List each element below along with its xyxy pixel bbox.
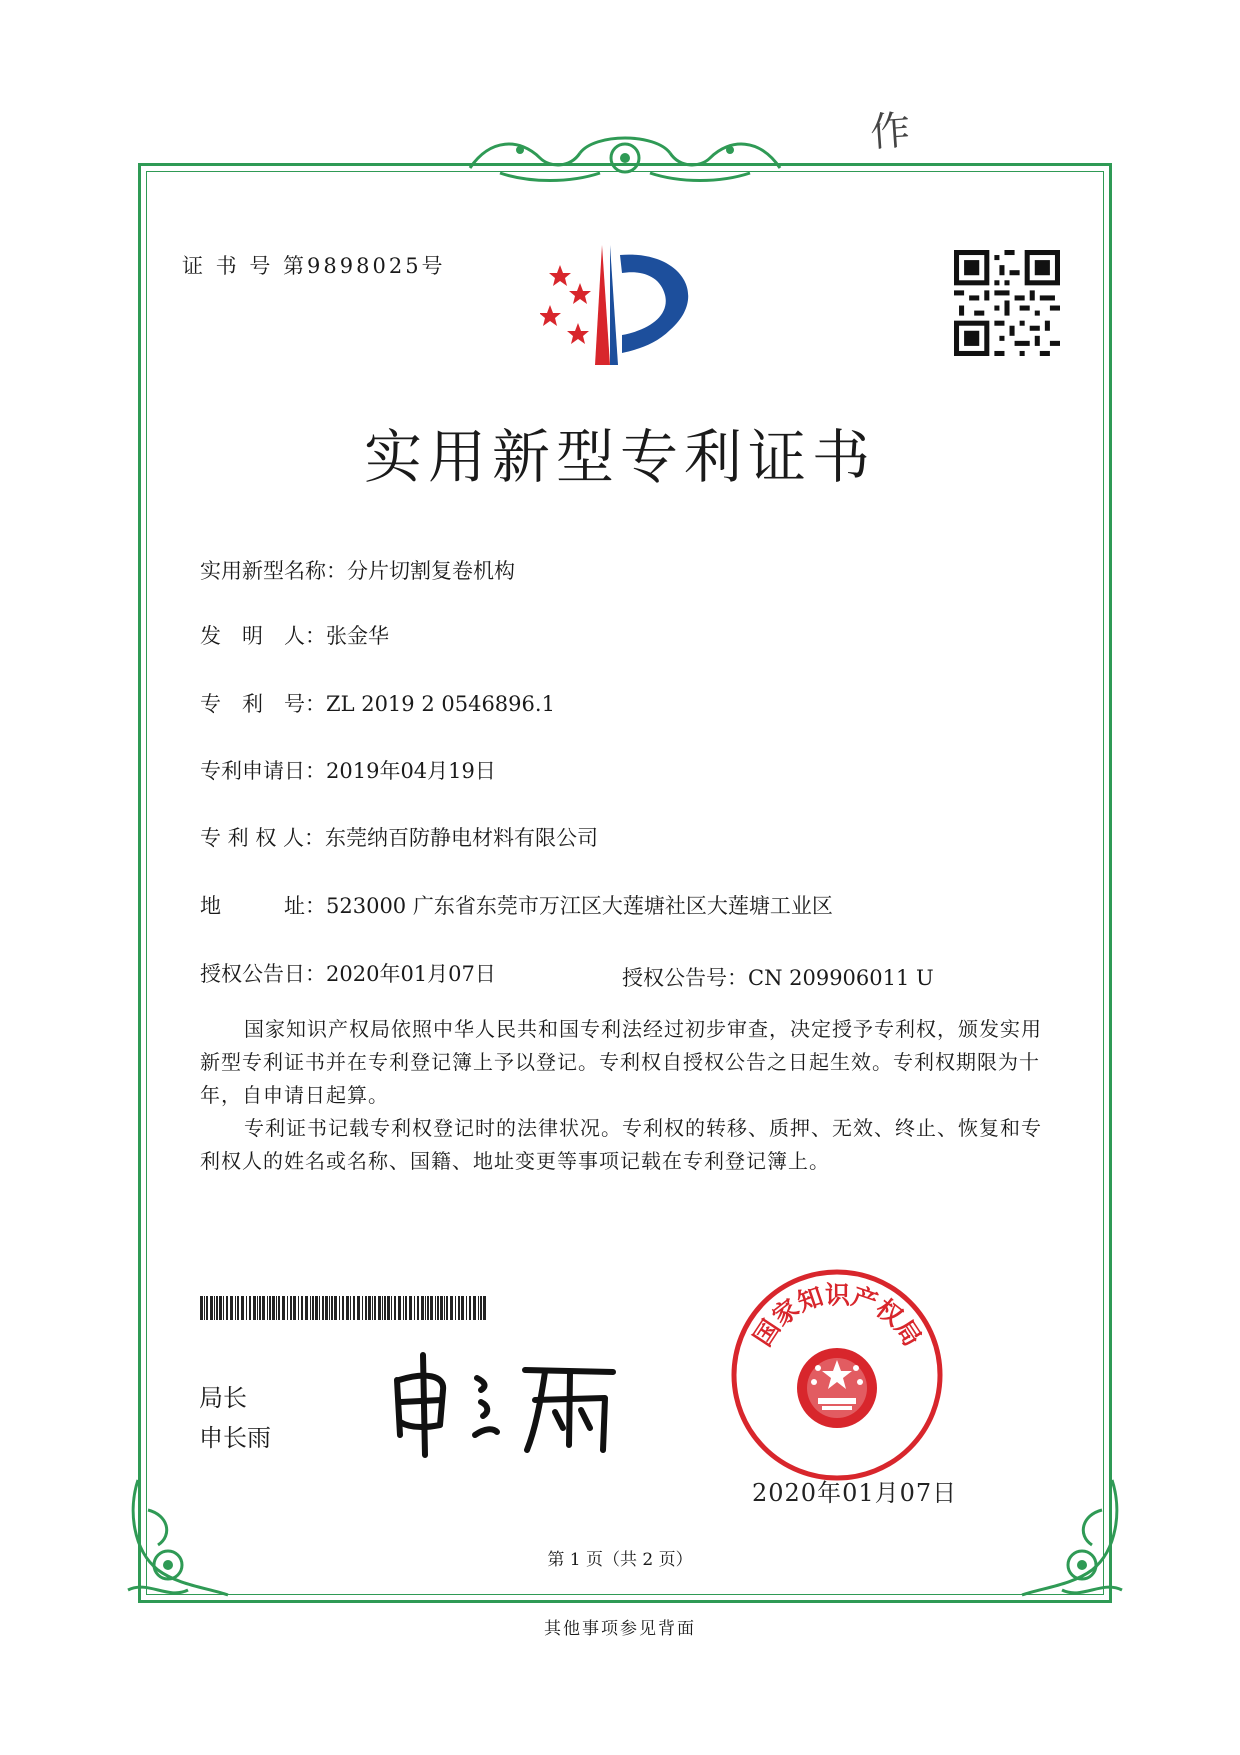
handwritten-mark: 作 — [868, 107, 908, 157]
utility-model-name-value: 分片切割复卷机构 — [347, 559, 515, 583]
certificate-title: 实用新型专利证书 — [363, 423, 876, 491]
grant-date-row — [200, 958, 496, 988]
patentee-label: 专 利 权 人： — [200, 826, 326, 850]
patentee-row — [200, 822, 598, 852]
inventor-label: 发 明 人： — [200, 624, 326, 648]
statement-paragraph-1: 国家知识产权局依照中华人民共和国专利法经过初步审查，决定授予专利权，颁发实用新型专利证书并在专利登记簿上予以登记。专利权自授权公告之日起生效。专利权期限为十年，自申请日起算。 — [200, 1017, 1042, 1107]
filing-date-row — [200, 755, 496, 785]
corner-ornament-left-icon — [118, 1470, 238, 1610]
director-name: 申长雨 — [199, 1424, 271, 1452]
grant-number-value: CN 209906011 U — [748, 966, 934, 990]
inventor-value: 张金华 — [326, 624, 389, 648]
grant-number-row — [622, 962, 934, 992]
address-row — [200, 890, 833, 920]
qr-code-icon — [954, 250, 1060, 356]
grant-date-value: 2020年01月07日 — [326, 962, 496, 986]
certificate-inner-border — [146, 171, 1104, 1595]
patent-office-emblem-icon — [540, 235, 720, 375]
director-title: 局长 — [199, 1384, 247, 1412]
top-ornament-icon — [460, 128, 790, 188]
barcode-icon — [200, 1296, 488, 1320]
director-signature — [385, 1350, 625, 1460]
patent-number-value: ZL 2019 2 0546896.1 — [326, 692, 555, 716]
corner-ornament-right-icon — [1012, 1470, 1132, 1610]
utility-model-name-row — [200, 555, 515, 585]
seal-text: 国家知识产权局 — [747, 1280, 928, 1352]
inventor-row — [200, 620, 389, 650]
patentee-value: 东莞纳百防静电材料有限公司 — [325, 826, 599, 850]
address-label: 地 址： — [200, 894, 326, 918]
certificate-number: 证 书 号 第9898025号 — [182, 254, 446, 278]
footer-note: 其他事项参见背面 — [544, 1619, 696, 1639]
statement-paragraph-2: 专利证书记载专利权登记时的法律状况。专利权的转移、质押、无效、终止、恢复和专利权人的姓名或名称、国籍、地址变更等事项记载在专利登记簿上。 — [200, 1116, 1042, 1173]
patent-number-row — [200, 688, 555, 718]
utility-model-name-label: 实用新型名称： — [200, 559, 347, 583]
patent-number-label: 专 利 号： — [200, 692, 326, 716]
address-value: 523000 广东省东莞市万江区大莲塘社区大莲塘工业区 — [326, 894, 833, 918]
grant-date-label: 授权公告日： — [200, 962, 326, 986]
page-number: 第 1 页（共 2 页） — [547, 1550, 693, 1570]
official-seal-icon — [730, 1268, 945, 1483]
seal-date: 2020年01月07日 — [752, 1479, 958, 1507]
filing-date-label: 专利申请日： — [200, 759, 326, 783]
filing-date-value: 2019年04月19日 — [326, 759, 496, 783]
grant-number-label: 授权公告号： — [622, 966, 748, 990]
